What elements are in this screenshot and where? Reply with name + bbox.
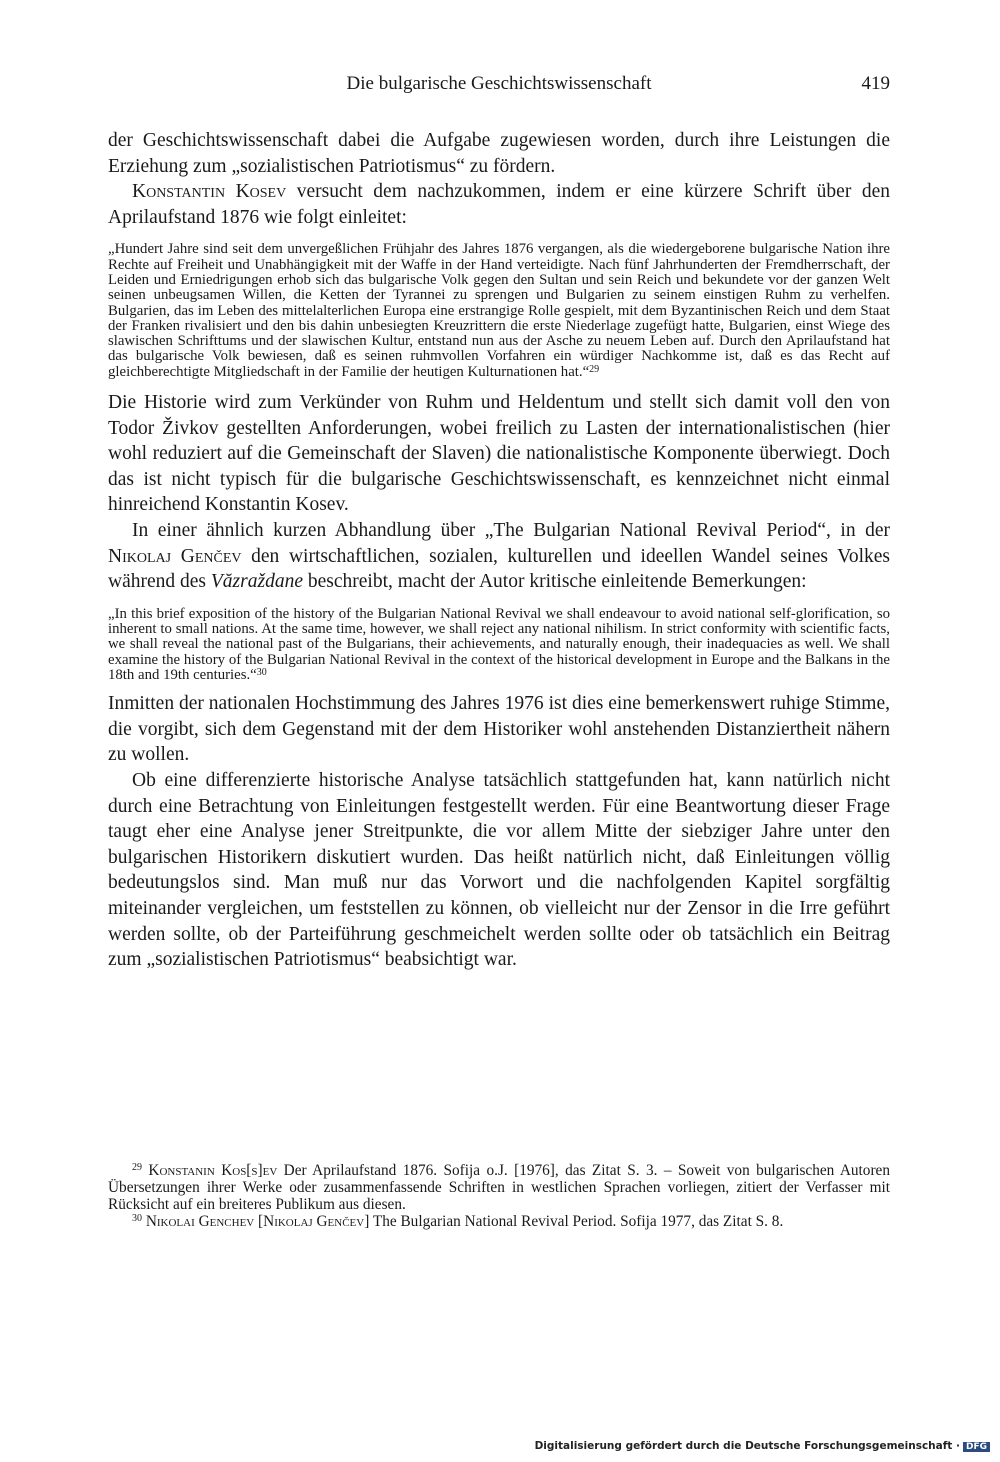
dfg-logo: DFG: [963, 1442, 990, 1452]
paragraph-4: [108, 518, 890, 595]
footnote-ref-29[interactable]: 29: [589, 363, 600, 375]
footnote-30-author: Nikolai Genchev [Nikolaj Genčev]: [145, 1213, 370, 1230]
running-title: Die bulgarische Geschichtswissenschaft: [346, 73, 652, 94]
block-quote-1-text: „Hundert Jahre sind seit dem unvergeßlichen Frühjahr des Jahres 1876 vergangen, als die wiedergeborene bulgarische Nation ihre Rechte auf Freiheit und Unabhängigkeit mit der Waffe in der Hand verteidigte. Nach fünf Jahrhunderten der Fremdherrschaft, der Leiden und Erniedrigungen erhob sich das bulgarische Volk gegen den Sultan und sein Reich und bekundete vor der ganzen Welt seinen unbeugsamen Willen, die Ketten der Tyrannei zu sprengen und Bulgarien zu seinem einstigen Ruhm zu verhelfen. Bulgarien, das im Leben des mittelalterlichen Europa eine erstrangige Rolle gespielt, mit dem Byzantinischen Reich und dem Staat der Franken rivalisiert und den bis dahin unbesiegten Kreuzrittern die erste Niederlage zugefügt hatte, Bulgarien, einst Wiege des slawischen Schrifttums und der slawischen Kultur, entstand nun aus der Asche zu neuem Leben auf. Durch den Aprilaufstand hat das bulgarische Volk bewiesen, daß es seinen ruhmvollen Vorfahren ein würdiger Nachkomme ist, daß es das Recht auf gleichberechtigte Mitgliedschaft in der Familie der heutigen Kulturnationen hat.“: [108, 241, 890, 380]
author-name-kosev: Konstantin Kosev: [132, 181, 287, 203]
digitization-notice-text: Digitalisierung gefördert durch die Deutsche Forschungsgemeinschaft ·: [534, 1440, 960, 1452]
paragraph-4-text-c: beschreibt, macht der Autor kritische einleitende Bemerkungen:: [302, 571, 807, 593]
footnote-30: [108, 1213, 890, 1230]
paragraph-2-text: versucht dem nachzukommen, indem er eine kürzere Schrift über den Aprilaufstand 1876 wie folgt einleitet:: [108, 181, 890, 228]
block-quote-2-text: „In this brief exposition of the history of the Bulgarian National Revival we shall endeavour to avoid national self-glorification, so inherent to small nations. At the same time, however, we shall reject any national nihilism. In strict conformity with scientific facts, we shall reveal the national past of the Bulgarians, their achievements, and naturally enough, their inadequacies as well. We shall examine the history of the Bulgarian National Revival in the context of the historical development in Europe and the Balkans in the 18th and 19th centuries.“: [108, 605, 890, 683]
paragraph-3: Die Historie wird zum Verkünder von Ruhm und Heldentum und stellt sich damit voll den von Todor Živkov gestellten Anforderungen, wobei freilich zu Lasten der internationalistischen (hier wohl reduziert auf die Gemeinschaft der Slaven) die nationalistische Komponente überwiegt. Doch das ist nicht typisch für die bulgarische Geschichtswissenschaft, es kennzeichnet nicht einmal hinreichend Konstantin Kosev.: [108, 392, 890, 516]
paragraph-5: Inmitten der nationalen Hochstimmung des Jahres 1976 ist dies eine bemerkenswert ruhige Stimme, die vorgibt, sich dem Gegenstand mit der dem Historiker wohl anstehenden Distanziertheit nähern zu wollen.: [108, 693, 890, 766]
paragraph-1: der Geschichtswissenschaft dabei die Aufgabe zugewiesen worden, durch ihre Leistungen die Erziehung zum „sozialistischen Patriotismus“ zu fördern.: [108, 130, 890, 177]
footnotes: [108, 1162, 890, 1230]
author-name-gencev: Nikolaj Genčev: [108, 545, 242, 567]
running-header: [108, 73, 890, 103]
footnote-number-30: 30: [132, 1213, 142, 1224]
block-quote-2: [108, 607, 890, 683]
main-text: [108, 128, 890, 973]
page-number: 419: [861, 73, 890, 94]
paragraph-6: Ob eine differenzierte historische Analyse tatsächlich stattgefunden hat, kann natürlich nicht durch eine Betrachtung von Einleitungen festgestellt werden. Für eine Beantwortung dieser Frage taugt eher eine Analyse jener Streitpunkte, die vor allem Mitte der siebziger Jahre unter den bulgarischen Historikern diskutiert wurden. Das heißt natürlich nicht, daß Einleitungen völlig bedeutungslos sind. Man muß nur das Vorwort und die nachfolgenden Kapitel sorgfältig miteinander vergleichen, um feststellen zu können, ob vielleicht nur der Zensor in die Irre geführt werden sollte, ob der Parteiführung geschmeichelt werden sollte oder ob tatsächlich ein Beitrag zum „sozialistischen Patriotismus“ beabsichtigt war.: [108, 770, 890, 971]
paragraph-2: [108, 179, 890, 230]
block-quote-1: [108, 242, 890, 380]
paragraph-4-text-a: In einer ähnlich kurzen Abhandlung über „The Bulgarian National Revival Period“, in der: [132, 520, 890, 542]
footnote-29-text: Der Aprilaufstand 1876. Sofija o.J. [1976], das Zitat S. 3. – Soweit von bulgarischen Autoren Übersetzungen ihrer Werke oder zusammenfassende Schriften in westlichen Sprachen vorliegen, zitiert der Verfasser mit Rücksicht auf ein breiteres Publikum aus diesen.: [108, 1162, 890, 1213]
footnote-29: [108, 1162, 890, 1213]
footnote-number-29: 29: [132, 1162, 142, 1173]
digitization-notice: [535, 1440, 990, 1452]
term-vazrazdane: Văzraždane: [210, 571, 303, 593]
footnote-30-text: The Bulgarian National Revival Period. Sofija 1977, das Zitat S. 8.: [369, 1213, 784, 1230]
paragraph-4-text-b: den wirtschaftlichen, sozialen, kulturellen und ideellen Wandel seines Volkes während des: [108, 545, 890, 593]
footnote-29-author: Konstanin Kos[s]ev: [148, 1162, 278, 1179]
footnote-ref-30[interactable]: 30: [256, 666, 267, 678]
